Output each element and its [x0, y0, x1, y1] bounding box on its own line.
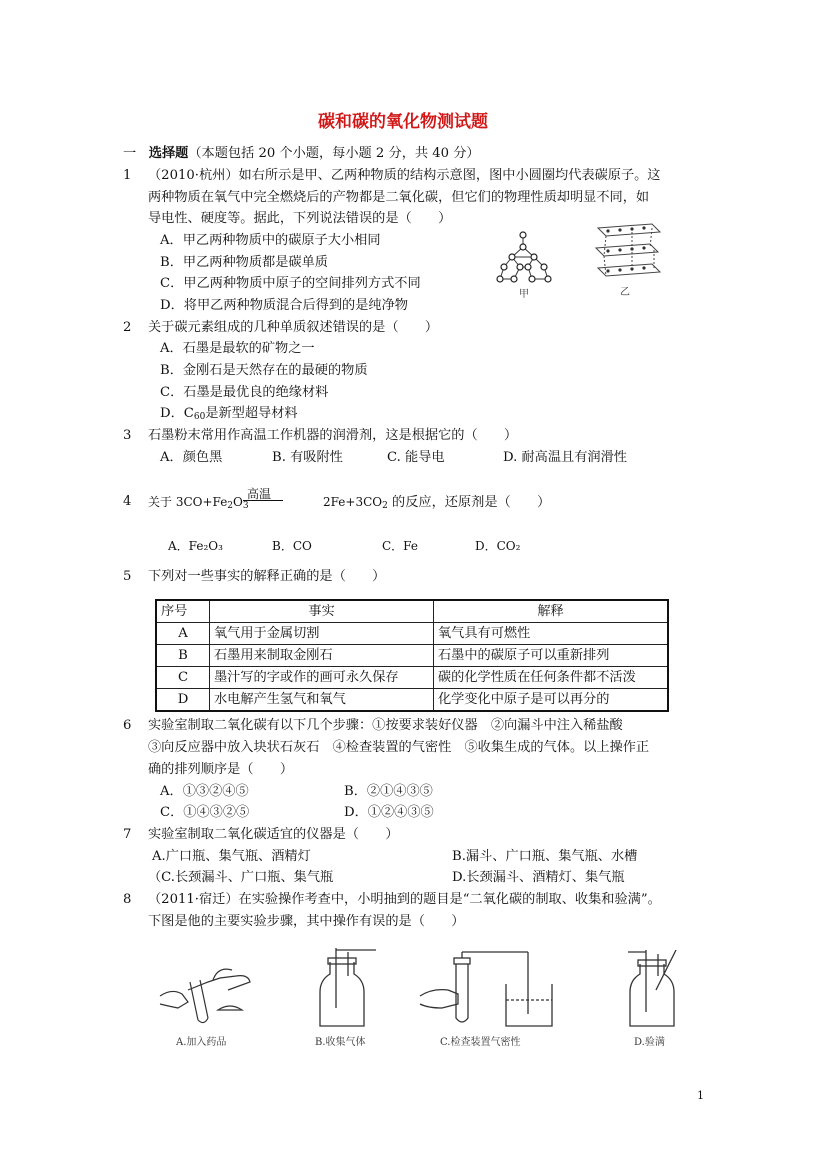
lab-figure-checking-airtightness	[418, 944, 558, 1030]
option: D．$C_{60}$是新型超导材料	[160, 406, 298, 422]
table-cell: 墨汁写的字或作的画可永久保存	[210, 667, 434, 689]
reaction-arrow-line	[243, 500, 283, 501]
table-cell: B	[156, 645, 210, 667]
page-number: 1	[697, 1089, 704, 1102]
question-1-line-3: 导电性、硬度等。据此，下列说法错误的是（ ）	[148, 211, 452, 226]
graphite-structure-figure	[592, 220, 664, 290]
question-6-line-1: 实验室制取二氧化碳有以下几个步骤：①按要求装好仪器 ②向漏斗中注入稀盐酸	[148, 718, 623, 733]
table-row	[156, 645, 668, 667]
table-header: 事实	[210, 600, 434, 623]
table-cell: 化学变化中原子是可以再分的	[434, 689, 669, 712]
question-7-stem: 实验室制取二氧化碳适宜的仪器是（ ）	[148, 827, 399, 842]
figure-caption: A.加入药品	[176, 1037, 227, 1048]
table-row	[156, 689, 668, 712]
table-header: 序号	[156, 600, 210, 623]
table-header-row	[156, 600, 668, 623]
table-cell: 石墨用来制取金刚石	[210, 645, 434, 667]
reaction-condition: 高温	[247, 487, 272, 501]
option: A．甲乙两种物质中的碳原子大小相同	[160, 233, 381, 248]
question-5-stem: 下列对一些事实的解释正确的是（ ）	[148, 569, 386, 584]
question-6-line-3: 确的排列顺序是（ ）	[148, 762, 294, 777]
option: A．Fe₂O₃	[168, 539, 223, 553]
figure-label-yi: 乙	[620, 287, 630, 298]
question-number: 6	[123, 718, 132, 733]
option: D．将甲乙两种物质混合后得到的是纯净物	[160, 298, 408, 313]
option: C．①④③②⑤	[160, 805, 250, 820]
table-cell: 氧气用于金属切割	[210, 623, 434, 645]
question-number: 3	[123, 428, 132, 443]
question-6-line-2: ③向反应器中放入块状石灰石 ④检查装置的气密性 ⑤收集生成的气体。以上操作正	[148, 740, 650, 755]
section-number: 一	[123, 146, 137, 161]
option: D.长颈漏斗、酒精灯、集气瓶	[452, 870, 625, 885]
option: A．①③②④⑤	[160, 784, 249, 799]
option: C．石墨是最优良的绝缘材料	[160, 385, 329, 400]
table-row	[156, 667, 668, 689]
question-2-stem: 关于碳元素组成的几种单质叙述错误的是（ ）	[148, 320, 439, 335]
question-number: 7	[123, 827, 132, 842]
table-cell: 碳的化学性质在任何条件都不活泼	[434, 667, 669, 689]
option: A．石墨是最软的矿物之一	[160, 341, 315, 356]
question-4-equation-left: 关于 $3CO+Fe_2O_3$	[148, 495, 249, 511]
page-title: 碳和碳的氧化物测试题	[318, 112, 488, 132]
option: （C.长颈漏斗、广口瓶、集气瓶	[148, 870, 334, 885]
option: A．颜色黑	[160, 450, 223, 465]
table-cell: 氧气具有可燃性	[434, 623, 669, 645]
question-8-line-2: 下图是他的主要实验步骤，其中操作有误的是（ ）	[148, 914, 465, 929]
option: D．①②④③⑤	[344, 805, 434, 820]
section-name: 选择题	[148, 146, 189, 161]
lab-figure-checking-full	[626, 950, 686, 1030]
figure-caption: C.检查装置气密性	[440, 1037, 521, 1048]
option: B．甲乙两种物质都是碳单质	[160, 255, 328, 270]
option: B．②①④③⑤	[344, 784, 433, 799]
option: A.广口瓶、集气瓶、酒精灯	[152, 849, 311, 864]
table-cell: A	[156, 623, 210, 645]
section-heading	[123, 144, 480, 164]
option: B.漏斗、广口瓶、集气瓶、水槽	[452, 849, 638, 864]
option: C．Fe	[382, 539, 418, 553]
question-4-equation-right: $2Fe+3CO_2$ 的反应，还原剂是（ ）	[323, 495, 551, 511]
figure-label-jia: 甲	[519, 289, 529, 300]
table-header: 解释	[434, 600, 669, 623]
option: B. 有吸附性	[272, 450, 343, 465]
table-row	[156, 623, 668, 645]
table-cell: 石墨中的碳原子可以重新排列	[434, 645, 669, 667]
figure-caption: B.收集气体	[315, 1037, 366, 1048]
option: C．甲乙两种物质中原子的空间排列方式不同	[160, 276, 421, 291]
facts-table	[155, 599, 669, 712]
question-number: 5	[123, 569, 132, 584]
table-cell: C	[156, 667, 210, 689]
figure-caption: D.验满	[634, 1037, 665, 1048]
section-description: （本题包括 20 个小题，每小题 2 分，共 40 分）	[188, 146, 480, 161]
question-1-line-1: （2010·杭州）如右所示是甲、乙两种物质的结构示意图，图中小圆圈均代表碳原子。这	[148, 168, 661, 183]
lab-figure-collecting-gas	[312, 948, 382, 1030]
lab-figure-adding-reagents	[158, 960, 258, 1030]
question-number: 1	[123, 168, 132, 183]
question-8-line-1: （2011·宿迁）在实验操作考查中，小明抽到的题目是“二氧化碳的制取、收集和验满”。	[148, 892, 661, 907]
question-1-line-2: 两种物质在氧气中完全燃烧后的产物都是二氧化碳，但它们的物理性质却明显不同，如	[148, 190, 650, 205]
table-cell: 水电解产生氢气和氧气	[210, 689, 434, 712]
diamond-structure-figure	[490, 225, 570, 295]
question-3-stem: 石墨粉末常用作高温工作机器的润滑剂，这是根据它的（ ）	[148, 428, 518, 443]
option: B．CO	[272, 539, 312, 553]
question-number: 8	[123, 892, 132, 907]
question-number: 4	[123, 494, 132, 509]
option: B．金刚石是天然存在的最硬的物质	[160, 363, 368, 378]
option: D．CO₂	[475, 539, 521, 553]
question-number: 2	[123, 320, 132, 335]
option: C. 能导电	[387, 450, 445, 465]
table-cell: D	[156, 689, 210, 712]
option: D. 耐高温且有润滑性	[503, 450, 627, 465]
